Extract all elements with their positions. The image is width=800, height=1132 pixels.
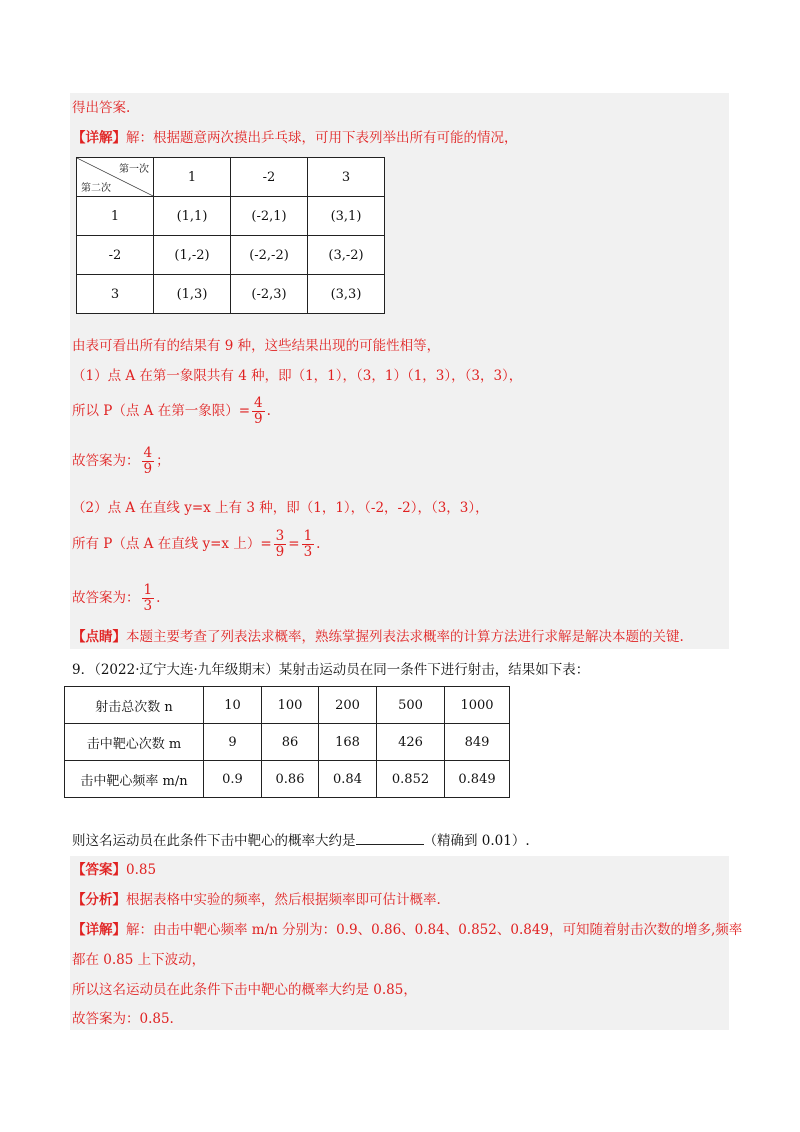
analysis-line: [72, 890, 441, 910]
table-cell: (-2,3): [231, 275, 308, 314]
table-cell: 849: [445, 724, 510, 761]
p2-denominator-2: 3: [303, 544, 313, 560]
table-row: [65, 761, 510, 798]
table-cell: 0.9: [204, 761, 262, 798]
table-header-row: [77, 158, 385, 197]
p2-line: [72, 529, 320, 560]
table-cell: 0.849: [445, 761, 510, 798]
detail9-line-2: 都在 0.85 上下波动，: [72, 952, 206, 968]
table-row: [77, 197, 385, 236]
part2-text: （2）点 A 在直线 y=x 上有 3 种，即（1，1），（-2，-2），（3，3），: [72, 500, 489, 516]
p2-fraction-1: [274, 529, 287, 560]
row-label: 击中靶心频率 m/n: [65, 761, 204, 798]
p2-numerator-1: 3: [275, 528, 285, 544]
detail9-tag: 【详解】: [72, 922, 126, 938]
p1-denominator: 9: [254, 411, 263, 427]
table-cell: 500: [377, 687, 445, 724]
table-cell: 0.86: [262, 761, 319, 798]
question-prefix: 则这名运动员在此条件下击中靶心的概率大约是: [72, 833, 356, 849]
p2-equals: =: [288, 536, 300, 552]
row-label: 射击总次数 n: [65, 687, 204, 724]
table-cell: 86: [262, 724, 319, 761]
table-cell: (3,-2): [308, 236, 385, 275]
detail9-line-3: 所以这名运动员在此条件下击中靶心的概率大约是 0.85，: [72, 982, 417, 998]
shooting-table: [64, 686, 510, 798]
answer2-line: [72, 583, 160, 614]
solution-9-background: [70, 856, 729, 1030]
detail-text: 解：根据题意两次摸出乒乓球，可用下表列举出所有可能的情况，: [126, 130, 518, 146]
table-cell: 9: [204, 724, 262, 761]
p2-suffix: .: [316, 536, 321, 552]
table-cell: 0.84: [319, 761, 377, 798]
table-cell: (3,3): [308, 275, 385, 314]
table-cell: (-2,-2): [231, 236, 308, 275]
answer2-fraction: [142, 583, 155, 614]
p2-numerator-2: 1: [303, 528, 313, 544]
answer2-denominator: 3: [143, 598, 153, 614]
question-suffix: （精确到 0.01）.: [423, 833, 530, 849]
p1-line: [72, 396, 271, 427]
answer2-numerator: 1: [143, 582, 153, 598]
intro-tail: 得出答案.: [72, 100, 131, 116]
table-cell: 426: [377, 724, 445, 761]
table-cell: (3,1): [308, 197, 385, 236]
question-9-prompt: [72, 830, 530, 851]
detail-tag: 【详解】: [72, 130, 126, 146]
answer1-line: [72, 446, 170, 477]
table-cell: 1000: [445, 687, 510, 724]
answer-value: 0.85: [126, 862, 157, 878]
answer1-fraction: [142, 446, 155, 477]
row-label: 击中靶心次数 m: [65, 724, 204, 761]
answer2-prefix: 故答案为：: [72, 590, 140, 606]
comment-tag: 【点睛】: [72, 629, 126, 645]
question-9-stem: 9．（2022·辽宁大连·九年级期末）某射击运动员在同一条件下进行射击，结果如下表：: [72, 662, 590, 678]
table-row: [77, 236, 385, 275]
p1-suffix: .: [266, 403, 271, 419]
comment-text: 本题主要考查了列表法求概率，熟练掌握列表法求概率的计算方法进行求解是解决本题的关键.: [126, 629, 684, 645]
detail9-text: 解：由击中靶心频率 m/n 分别为：0.9、0.86、0.84、0.852、0.849，可知随着射击次数的增多,频率: [126, 922, 743, 938]
total-outcomes-text: 由表可看出所有的结果有 9 种，这些结果出现的可能性相等，: [72, 338, 441, 354]
comment-line: [72, 627, 684, 647]
part1-text: （1）点 A 在第一象限共有 4 种，即（1，1），（3，1）（1，3），（3，3），: [72, 368, 523, 384]
corner-top-label: 第一次: [119, 164, 149, 175]
corner-bottom-label: 第二次: [81, 183, 111, 194]
table-cell: 10: [204, 687, 262, 724]
table-cell: 0.852: [377, 761, 445, 798]
detail9-line-4: 故答案为：0.85.: [72, 1011, 174, 1027]
p2-denominator-1: 9: [275, 544, 285, 560]
table-cell: (-2,1): [231, 197, 308, 236]
answer-line: [72, 860, 156, 880]
table-cell: (1,-2): [154, 236, 231, 275]
p2-prefix: 所有 P（点 A 在直线 y=x 上）=: [72, 536, 272, 552]
answer1-suffix: ；: [156, 453, 170, 469]
p2-fraction-2: [302, 529, 315, 560]
column-header: 3: [308, 158, 385, 197]
analysis-text: 根据表格中实验的频率，然后根据频率即可估计概率.: [126, 892, 441, 908]
table-cell: 200: [319, 687, 377, 724]
column-header: 1: [154, 158, 231, 197]
p1-numerator: 4: [254, 395, 263, 411]
analysis-tag: 【分析】: [72, 892, 126, 908]
table-row: [77, 275, 385, 314]
table-cell: 168: [319, 724, 377, 761]
table-row: [65, 687, 510, 724]
answer1-prefix: 故答案为：: [72, 453, 140, 469]
table-cell: (1,3): [154, 275, 231, 314]
detail9-line-1: [72, 920, 742, 940]
row-header: -2: [77, 236, 154, 275]
table-row: [65, 724, 510, 761]
answer1-denominator: 9: [143, 461, 153, 477]
detail-line: [72, 128, 518, 148]
table-cell: (1,1): [154, 197, 231, 236]
row-header: 3: [77, 275, 154, 314]
row-header: 1: [77, 197, 154, 236]
answer1-numerator: 4: [143, 445, 153, 461]
p1-fraction: [252, 396, 265, 427]
table-cell: 100: [262, 687, 319, 724]
answer-tag: 【答案】: [72, 862, 126, 878]
outcome-table: [76, 157, 385, 314]
corner-cell: [77, 158, 154, 197]
p1-prefix: 所以 P（点 A 在第一象限）=: [72, 403, 251, 419]
answer-blank: [356, 830, 424, 845]
answer2-suffix: .: [156, 590, 161, 606]
column-header: -2: [231, 158, 308, 197]
